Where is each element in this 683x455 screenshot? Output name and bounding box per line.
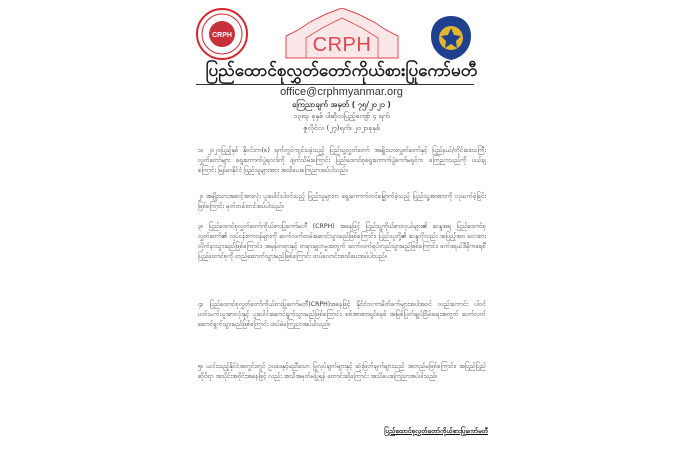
header-divider — [196, 84, 474, 85]
paragraph-3: ၃။ ပြည်ထောင်စုလွှတ်တော်ကိုယ်စားပြုကော်မတီ (CRPH) အနေဖြင့် ပြည်သူ့ကိုယ်စားလှယ်များ၏ ဆန္ဒအရ ပြည်ထောင်စုလွှတ်တော်၏ လုပ်ငန်းတာဝန်များကို ဆက်လက်ထမ်းဆောင်သွားမည်ဖြစ်ကြောင်း၊ ပြည်သူတို့၏ ဆန္ဒကိုလည်း အပြည့်အဝ လေးစားလိုက်နာသွားမည်ဖြစ်ကြောင်း၊ အမှန်တရားနှင့် တရားမျှတမှုအတွက် ဆက်လက်ရပ်တည်သွားမည်ဖြစ်ကြောင်း၊ ဖက်ဒရယ်ဒီမိုကရေစီ ပြည်ထောင်စုကို တည်ဆောက်သွားမည်ဖြစ်ကြောင်း ထပ်လောင်းအသိပေးအပ်ပါသည်။ — [198, 223, 486, 260]
paragraph-4: ၄။ ပြည်ထောင်စုလွှတ်တော်ကိုယ်စားပြုကော်မတီ(CRPH)အနေဖြင့် နိုင်ငံတကာမိတ်ဖက်များအပါအဝင် လည်းကောင်း ပါဝင်ပတ်သက်သူအားလုံးနှင့် ပူးပေါင်းဆောင်ရွက်သွားမည်ဖြစ်ကြောင်း၊ စစ်အာဏာရှင်စနစ် အမြစ်ပြတ်ချုပ်ငြိမ်းရေးအတွက် ဆက်လက်ဆောင်ရွက်သွားမည်ဖြစ်ကြောင်း ထပ်မံကြေညာအပ်ပါသည်။ — [198, 301, 486, 328]
statement-number: ကြေညာချက် အမှတ် ( ၇၅/၂၀၂၁ ) — [292, 100, 391, 109]
paragraph-2: ၂။ အမျိုးသားအဆင့်အားလုံး ပူးပေါင်းပါဝင်သည့် ပြည်သူများက ရွေးကောက်တင်မြှောက်ခဲ့သည့် ပြည်သူ့အာဏာကို လုယက်ခဲ့ခြင်းဖြစ်ကြောင်း မှတ်တမ်းတင်အပ်ပါသည်။ — [198, 193, 486, 210]
signature-line: ပြည်ထောင်စုလွှတ်တော်ကိုယ်စားပြုကော်မတီ — [384, 427, 488, 435]
paragraph-5: ၅။ ယင်းသည့်နိုင်ငံအတွင်းတွင် ဥပဒေနှင့်မညီသော ပြုလုပ်ချက်များနှင့် ဆုံးဖြတ်ချက်များသည် အတည်မဖြစ်ကြောင်း၊ အပြည်ပြည်ဆိုင်ရာ အသိုင်းအဝိုင်းအနေဖြင့် လည်း အသိအမှတ်မပြုရန် တောင်းဆိုကြောင်း အသိပေးကြေညာအပ်ပါသည်။ — [198, 363, 486, 380]
gregorian-date: ဇူလိုင်လ (၂၇)ရက်၊ ၂၀၂၁ခုနှစ် — [303, 124, 380, 132]
crph-wordmark: CRPH — [312, 34, 372, 56]
committee-title: ပြည်ထောင်စုလွှတ်တော်ကိုယ်စားပြုကော်မတီ — [205, 61, 478, 81]
union-emblem-icon — [429, 14, 473, 62]
myanmar-date: ၁၃၈၃ ခုနှစ် ပါဆိုလပြည့်ကျော် ၄ ရက် — [293, 112, 390, 120]
paragraph-1: ၁။ ၂၀၂၀ပြည့်နှစ် နိုဝင်ဘာ(၈) ရက်တွင်ကျင်းပခဲ့သည့် ပြည်သူ့လွှတ်တော် အမျိုးသားလွှတ်တော်နှင့် ပြည်နယ်/တိုင်းဒေသကြီးလွှတ်တော်များ ရွေးကောက်ပွဲရလဒ်ကို ဖျက်သိမ်းကြောင်း ပြည်ထောင်စုရွေးကောက်ပွဲကော်မရှင်က ကြေညာသည်ကို ပယ်ချကြောင်း မြန်မာနိုင်ငံ ပြည်သူများအား အသိပေးကြေညာအပ်ပါသည်။ — [198, 147, 486, 174]
emblem-ring-text: CRPH — [212, 32, 232, 39]
crph-emblem-icon — [196, 8, 248, 60]
contact-email: office@crphmyanmar.org — [280, 86, 403, 98]
